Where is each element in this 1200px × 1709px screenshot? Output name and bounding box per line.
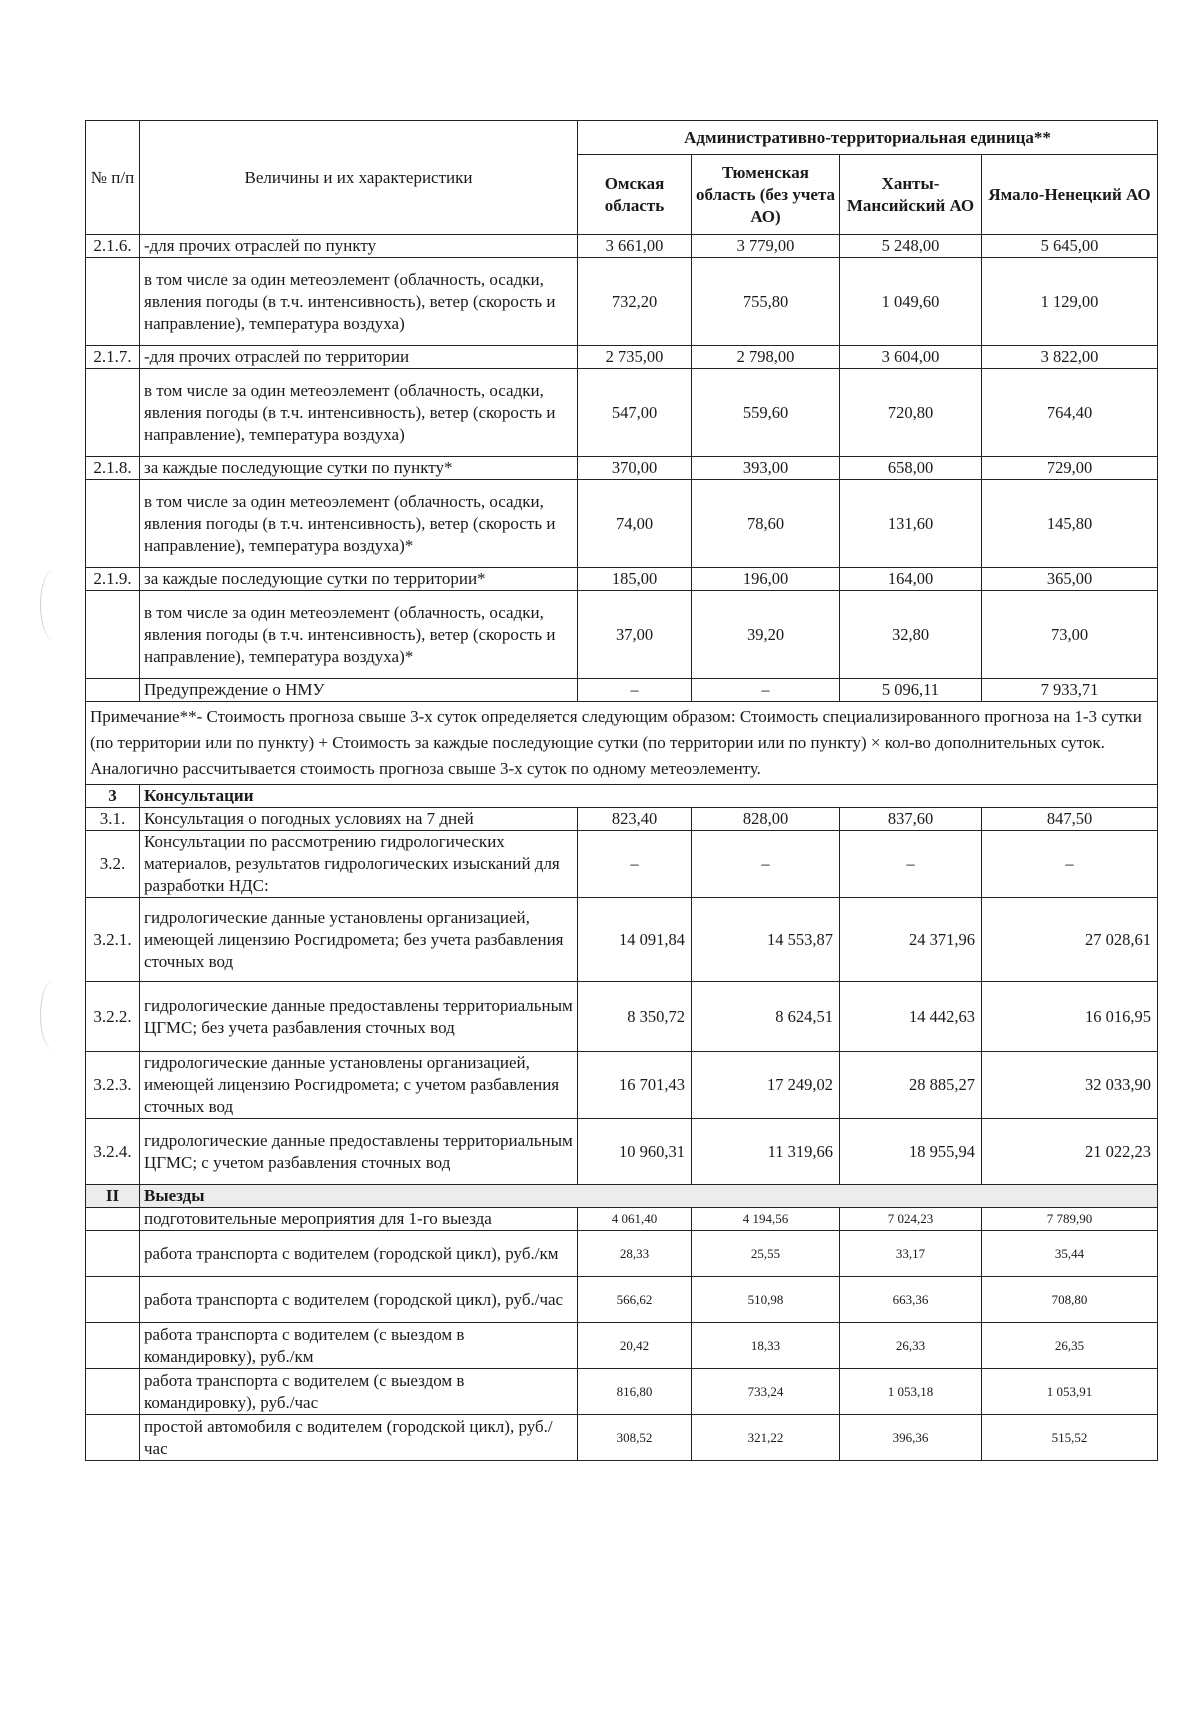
row-number (86, 1231, 140, 1277)
table-row (86, 679, 1158, 702)
value-khanty: 658,00 (840, 457, 982, 480)
row-description: работа транспорта с водителем (городской цикл), руб./час (140, 1277, 578, 1323)
table-row (86, 1369, 1158, 1415)
table-row (86, 369, 1158, 457)
value-yamal: – (982, 831, 1158, 898)
value-yamal: 729,00 (982, 457, 1158, 480)
value-yamal: 7 933,71 (982, 679, 1158, 702)
value-tyumen: 755,80 (692, 258, 840, 346)
punch-hole-mark (40, 570, 67, 640)
footnote-text: Примечание**- Стоимость прогноза свыше 3-х суток определяется следующим образом: Стоимость специализированного прогноза на 1-3 сутки (по территории или по пункту) + Стоимость за каждые последующие сутки (по территории или по пункту) × кол-во дополнительных суток. Аналогично рассчитывается стоимость прогноза свыше 3-х суток по одному метеоэлементу. (86, 702, 1158, 785)
value-yamal: 7 789,90 (982, 1208, 1158, 1231)
row-number: 2.1.8. (86, 457, 140, 480)
value-omsk: 16 701,43 (578, 1052, 692, 1119)
row-description: гидрологические данные предоставлены территориальным ЦГМС; без учета разбавления сточных вод (140, 982, 578, 1052)
value-omsk: 2 735,00 (578, 346, 692, 369)
value-tyumen: 2 798,00 (692, 346, 840, 369)
row-number: 3.2. (86, 831, 140, 898)
value-khanty: 1 049,60 (840, 258, 982, 346)
value-khanty: 24 371,96 (840, 898, 982, 982)
row-description: в том числе за один метеоэлемент (облачность, осадки, явления погоды (в т.ч. интенсивность), ветер (скорость и направление), температура воздуха) (140, 258, 578, 346)
table-row (86, 982, 1158, 1052)
value-yamal: 764,40 (982, 369, 1158, 457)
table-row (86, 1277, 1158, 1323)
value-tyumen: 559,60 (692, 369, 840, 457)
value-omsk: – (578, 679, 692, 702)
value-khanty: 3 604,00 (840, 346, 982, 369)
value-khanty: 32,80 (840, 591, 982, 679)
row-description: работа транспорта с водителем (с выездом в командировку), руб./км (140, 1323, 578, 1369)
row-number (86, 1369, 140, 1415)
row-description: работа транспорта с водителем (городской цикл), руб./км (140, 1231, 578, 1277)
value-yamal: 515,52 (982, 1415, 1158, 1461)
table-row (86, 1208, 1158, 1231)
header-region-yamal: Ямало-Ненецкий АО (982, 155, 1158, 235)
value-tyumen: 393,00 (692, 457, 840, 480)
row-description: за каждые последующие сутки по пункту* (140, 457, 578, 480)
row-description: в том числе за один метеоэлемент (облачность, осадки, явления погоды (в т.ч. интенсивность), ветер (скорость и направление), температура воздуха)* (140, 480, 578, 568)
table-row (86, 1052, 1158, 1119)
value-khanty: 164,00 (840, 568, 982, 591)
value-tyumen: 18,33 (692, 1323, 840, 1369)
table-row (86, 568, 1158, 591)
row-number: 2.1.9. (86, 568, 140, 591)
value-tyumen: 733,24 (692, 1369, 840, 1415)
value-yamal: 1 053,91 (982, 1369, 1158, 1415)
value-omsk: 823,40 (578, 808, 692, 831)
row-description: Предупреждение о НМУ (140, 679, 578, 702)
header-region-omsk: Омская область (578, 155, 692, 235)
value-khanty: 5 096,11 (840, 679, 982, 702)
table-row (86, 1231, 1158, 1277)
value-khanty: 5 248,00 (840, 235, 982, 258)
value-omsk: 547,00 (578, 369, 692, 457)
section-title: Выезды (140, 1185, 1158, 1208)
row-number (86, 1323, 140, 1369)
value-tyumen: 321,22 (692, 1415, 840, 1461)
value-khanty: 1 053,18 (840, 1369, 982, 1415)
section-number: II (86, 1185, 140, 1208)
tariff-table (85, 120, 1158, 1461)
row-number: 3.2.1. (86, 898, 140, 982)
row-number: 3.2.4. (86, 1119, 140, 1185)
row-number: 2.1.7. (86, 346, 140, 369)
table-row (86, 831, 1158, 898)
header-description: Величины и их характеристики (140, 121, 578, 235)
row-number: 2.1.6. (86, 235, 140, 258)
row-description: гидрологические данные установлены организацией, имеющей лицензию Росгидромета; без учета разбавления сточных вод (140, 898, 578, 982)
value-omsk: 8 350,72 (578, 982, 692, 1052)
row-description: в том числе за один метеоэлемент (облачность, осадки, явления погоды (в т.ч. интенсивность), ветер (скорость и направление), температура воздуха)* (140, 591, 578, 679)
value-yamal: 145,80 (982, 480, 1158, 568)
table-row (86, 808, 1158, 831)
row-number (86, 679, 140, 702)
section-header-row (86, 1185, 1158, 1208)
value-tyumen: 17 249,02 (692, 1052, 840, 1119)
row-number (86, 480, 140, 568)
value-yamal: 16 016,95 (982, 982, 1158, 1052)
row-number: 3.2.2. (86, 982, 140, 1052)
header-number: № п/п (86, 121, 140, 235)
row-number (86, 1415, 140, 1461)
row-description: гидрологические данные предоставлены территориальным ЦГМС; с учетом разбавления сточных вод (140, 1119, 578, 1185)
table-row (86, 235, 1158, 258)
table-row (86, 1323, 1158, 1369)
value-tyumen: 196,00 (692, 568, 840, 591)
header-region-group: Административно-территориальная единица** (578, 121, 1158, 155)
value-omsk: 732,20 (578, 258, 692, 346)
value-tyumen: 510,98 (692, 1277, 840, 1323)
row-number: 3.1. (86, 808, 140, 831)
row-description: за каждые последующие сутки по территории* (140, 568, 578, 591)
row-description: -для прочих отраслей по пункту (140, 235, 578, 258)
value-omsk: 308,52 (578, 1415, 692, 1461)
value-yamal: 847,50 (982, 808, 1158, 831)
value-omsk: 370,00 (578, 457, 692, 480)
row-description: простой автомобиля с водителем (городской цикл), руб./час (140, 1415, 578, 1461)
value-khanty: 131,60 (840, 480, 982, 568)
value-omsk: 37,00 (578, 591, 692, 679)
row-description: -для прочих отраслей по территории (140, 346, 578, 369)
row-description: подготовительные мероприятия для 1-го выезда (140, 1208, 578, 1231)
section-title: Консультации (140, 785, 1158, 808)
note-row (86, 702, 1158, 785)
value-khanty: 26,33 (840, 1323, 982, 1369)
table-row (86, 480, 1158, 568)
value-yamal: 27 028,61 (982, 898, 1158, 982)
table-row (86, 898, 1158, 982)
value-khanty: 396,36 (840, 1415, 982, 1461)
row-description: Консультации по рассмотрению гидрологических материалов, результатов гидрологических изысканий для разработки НДС: (140, 831, 578, 898)
value-omsk: 28,33 (578, 1231, 692, 1277)
value-omsk: 20,42 (578, 1323, 692, 1369)
section-header-row (86, 785, 1158, 808)
header-region-khanty: Ханты-Мансийский АО (840, 155, 982, 235)
value-khanty: 7 024,23 (840, 1208, 982, 1231)
punch-hole-mark (40, 980, 67, 1050)
row-description: Консультация о погодных условиях на 7 дней (140, 808, 578, 831)
value-yamal: 1 129,00 (982, 258, 1158, 346)
value-yamal: 35,44 (982, 1231, 1158, 1277)
value-khanty: – (840, 831, 982, 898)
row-number (86, 1208, 140, 1231)
value-khanty: 720,80 (840, 369, 982, 457)
table-row (86, 346, 1158, 369)
value-tyumen: 8 624,51 (692, 982, 840, 1052)
row-number (86, 369, 140, 457)
value-omsk: 3 661,00 (578, 235, 692, 258)
value-omsk: 74,00 (578, 480, 692, 568)
value-tyumen: 14 553,87 (692, 898, 840, 982)
row-number: 3.2.3. (86, 1052, 140, 1119)
row-description: в том числе за один метеоэлемент (облачность, осадки, явления погоды (в т.ч. интенсивность), ветер (скорость и направление), температура воздуха) (140, 369, 578, 457)
value-tyumen: 78,60 (692, 480, 840, 568)
value-omsk: 566,62 (578, 1277, 692, 1323)
value-tyumen: – (692, 831, 840, 898)
value-khanty: 18 955,94 (840, 1119, 982, 1185)
value-tyumen: 25,55 (692, 1231, 840, 1277)
row-description: работа транспорта с водителем (с выездом в командировку), руб./час (140, 1369, 578, 1415)
value-khanty: 663,36 (840, 1277, 982, 1323)
value-yamal: 26,35 (982, 1323, 1158, 1369)
value-yamal: 21 022,23 (982, 1119, 1158, 1185)
row-number (86, 258, 140, 346)
value-omsk: 185,00 (578, 568, 692, 591)
header-region-tyumen: Тюменская область (без учета АО) (692, 155, 840, 235)
value-yamal: 3 822,00 (982, 346, 1158, 369)
value-khanty: 837,60 (840, 808, 982, 831)
value-tyumen: 39,20 (692, 591, 840, 679)
tariff-table-page (85, 120, 1157, 1461)
value-khanty: 28 885,27 (840, 1052, 982, 1119)
value-omsk: – (578, 831, 692, 898)
section-number: 3 (86, 785, 140, 808)
value-yamal: 32 033,90 (982, 1052, 1158, 1119)
value-khanty: 33,17 (840, 1231, 982, 1277)
value-yamal: 5 645,00 (982, 235, 1158, 258)
value-yamal: 708,80 (982, 1277, 1158, 1323)
value-tyumen: 3 779,00 (692, 235, 840, 258)
value-omsk: 14 091,84 (578, 898, 692, 982)
value-tyumen: 4 194,56 (692, 1208, 840, 1231)
value-yamal: 365,00 (982, 568, 1158, 591)
table-row (86, 591, 1158, 679)
value-omsk: 816,80 (578, 1369, 692, 1415)
row-number (86, 1277, 140, 1323)
table-row (86, 457, 1158, 480)
table-row (86, 1119, 1158, 1185)
value-tyumen: – (692, 679, 840, 702)
value-omsk: 10 960,31 (578, 1119, 692, 1185)
table-row (86, 258, 1158, 346)
value-khanty: 14 442,63 (840, 982, 982, 1052)
value-tyumen: 828,00 (692, 808, 840, 831)
row-number (86, 591, 140, 679)
value-omsk: 4 061,40 (578, 1208, 692, 1231)
value-yamal: 73,00 (982, 591, 1158, 679)
table-row (86, 1415, 1158, 1461)
row-description: гидрологические данные установлены организацией, имеющей лицензию Росгидромета; с учетом разбавления сточных вод (140, 1052, 578, 1119)
value-tyumen: 11 319,66 (692, 1119, 840, 1185)
